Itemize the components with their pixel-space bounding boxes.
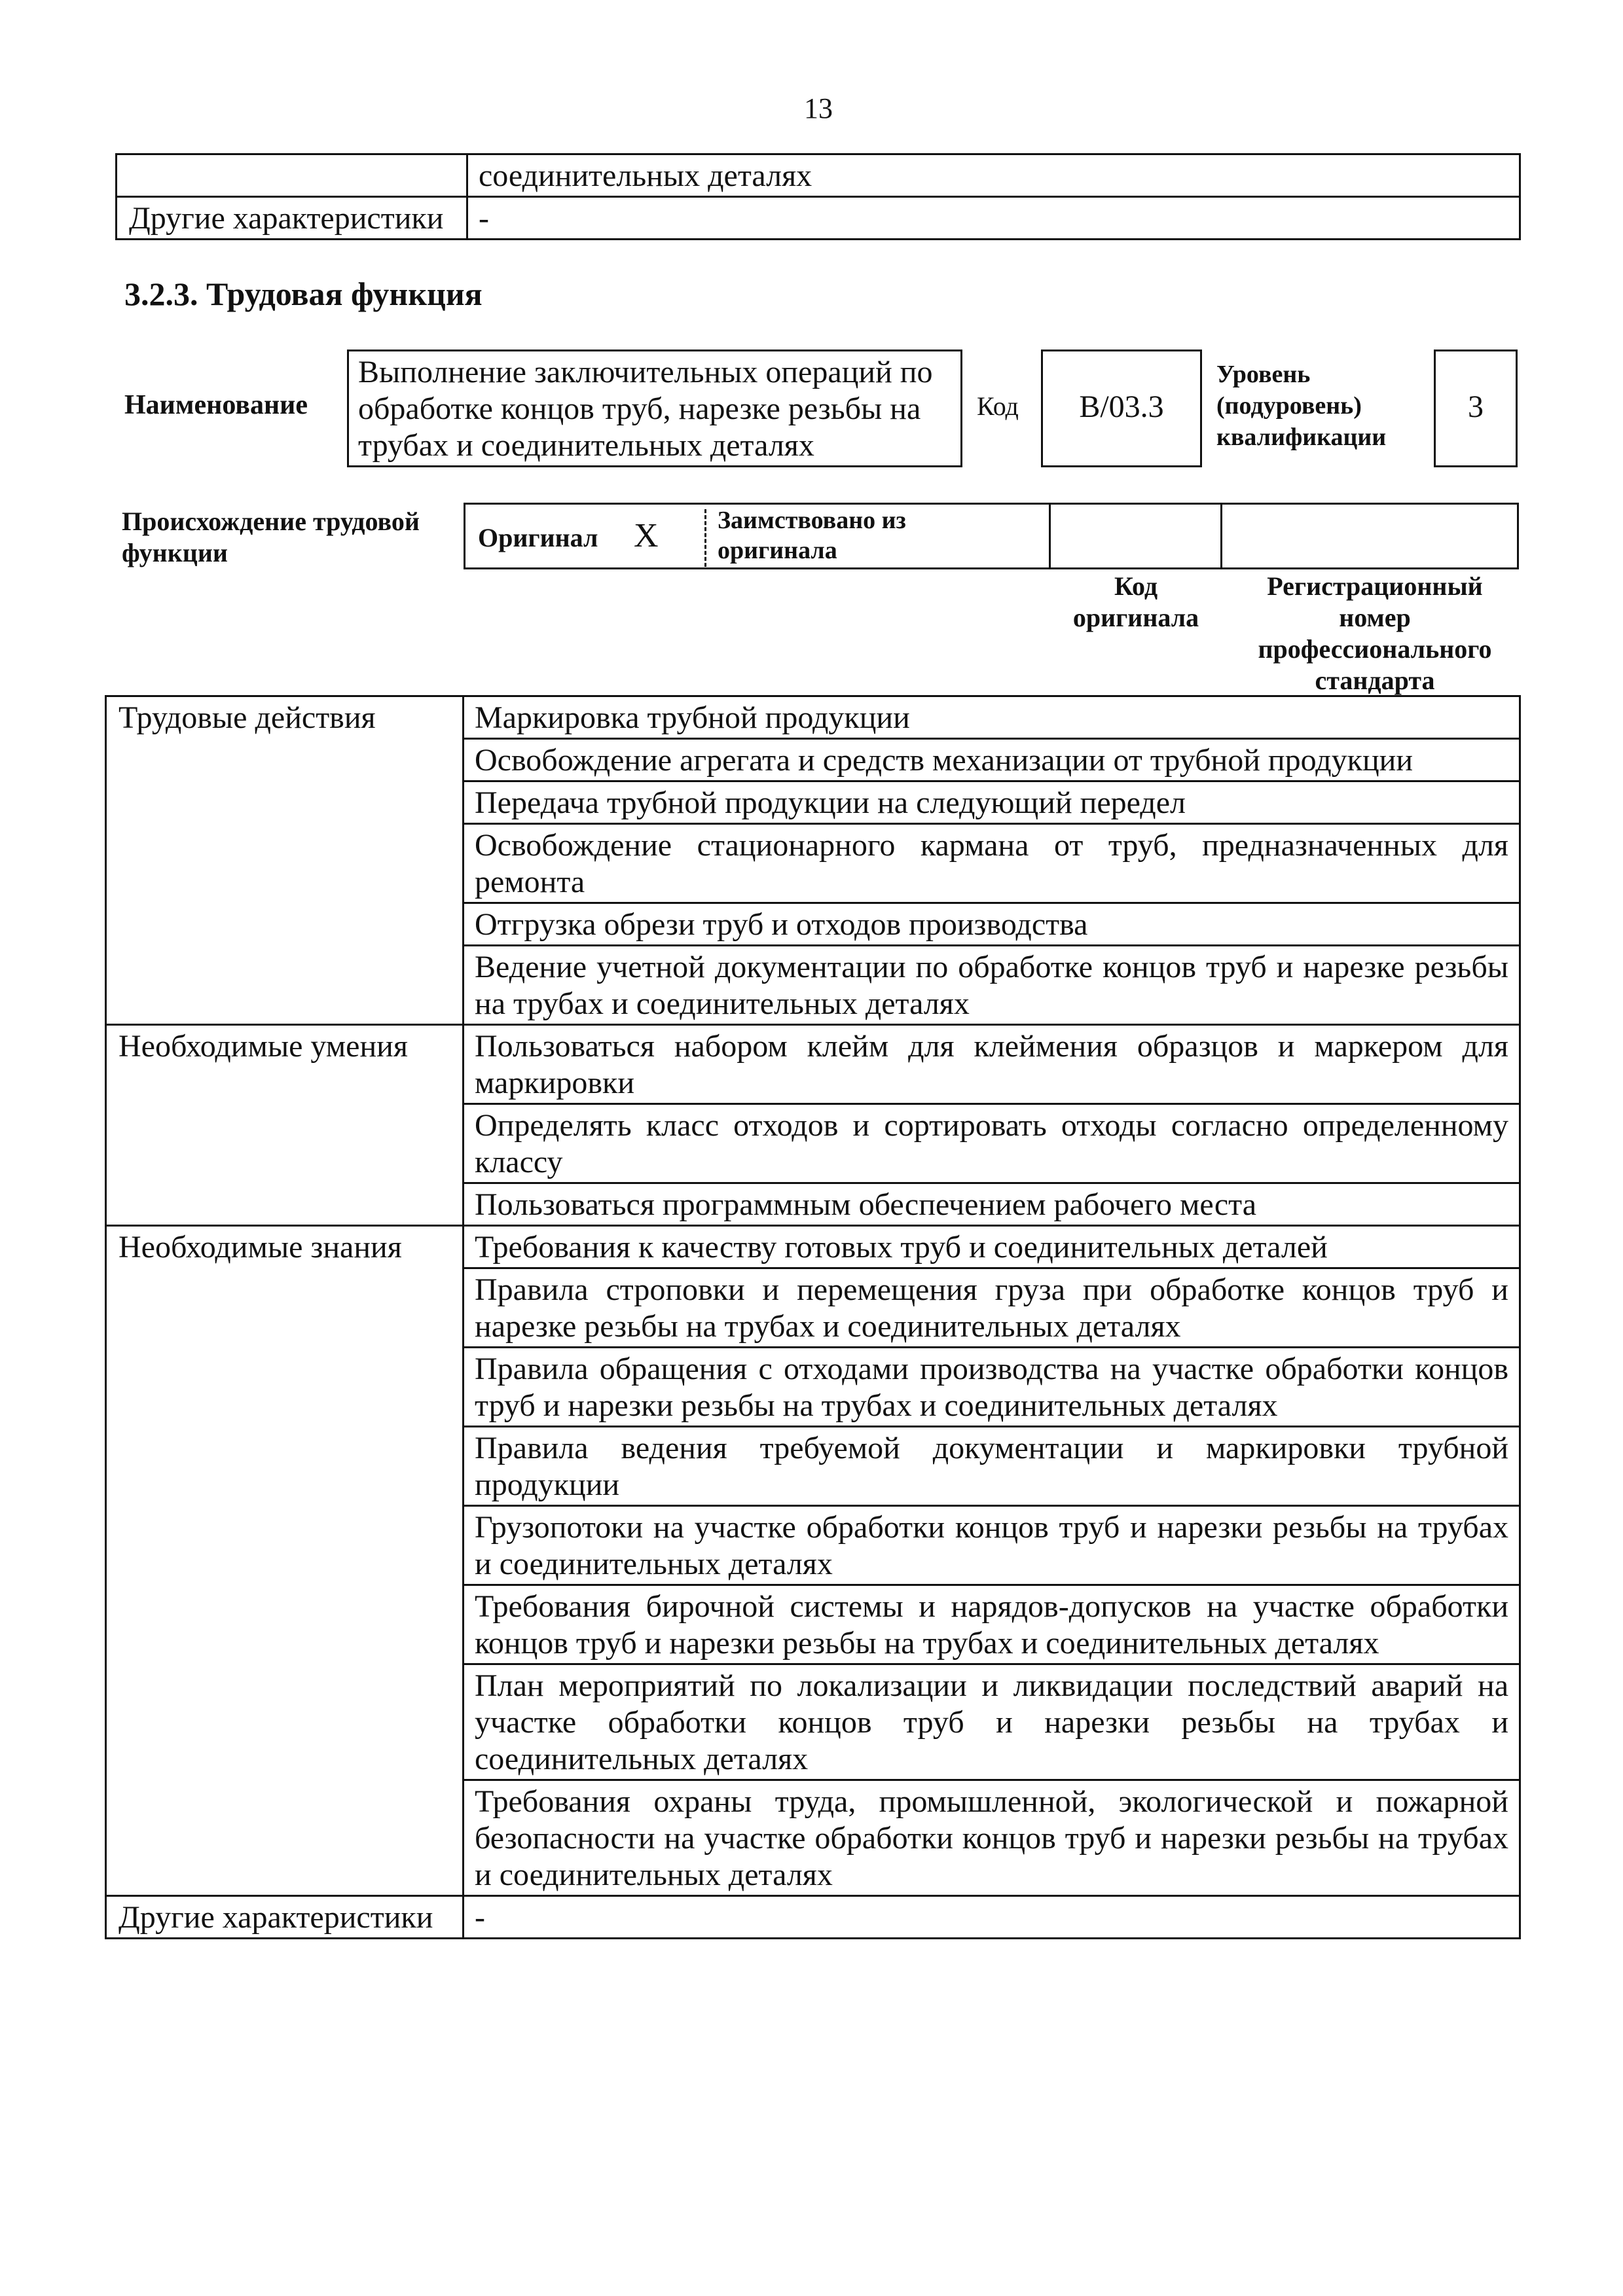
top-row2-value: - — [467, 197, 1520, 240]
regnum-caption: Регистрационный номер профессионального стандарта — [1258, 571, 1492, 695]
table-row — [106, 1226, 1520, 1268]
table-row — [106, 1025, 1520, 1104]
code-original-caption: Код оригинала — [1072, 571, 1199, 632]
function-name-box: Выполнение заключительных операций по обработке концов труб, нарезке резьбы на трубах и соединительных деталях — [347, 350, 962, 467]
skill: Пользоваться программным обеспечением рабочего места — [464, 1183, 1520, 1226]
origin-divider-1 — [1049, 503, 1051, 569]
skill: Пользоваться набором клейм для клеймения образцов и маркером для маркировки — [464, 1025, 1520, 1104]
labor-action: Маркировка трубной продукции — [464, 696, 1520, 739]
original-mark: X — [634, 517, 659, 554]
knowledge-item: Правила ведения требуемой документации и маркировки трубной продукции — [464, 1427, 1520, 1506]
section-title: 3.2.3. Трудовая функция — [124, 276, 483, 312]
labor-action: Ведение учетной документации по обработке концов труб и нарезке резьбы на трубах и соединительных деталях — [464, 946, 1520, 1025]
borrowed-label: Заимствовано из оригинала — [718, 507, 906, 564]
dashed-separator — [704, 509, 706, 567]
skills-label: Необходимые умения — [106, 1025, 464, 1226]
knowledge-item: Требования бирочной системы и нарядов-допусков на участке обработки концов труб и нарезки резьбы на трубах и соединительных деталях — [464, 1585, 1520, 1664]
top-row1-value: соединительных деталях — [467, 154, 1520, 197]
top-table — [115, 153, 1521, 240]
table-row — [117, 154, 1520, 197]
knowledge-item: Правила обращения с отходами производства на участке обработки концов труб и нарезки резьбы на трубах и соединительных деталях — [464, 1348, 1520, 1427]
table-row — [117, 197, 1520, 240]
origin-label: Происхождение трудовой функции — [122, 507, 420, 567]
top-row1-label — [117, 154, 467, 197]
knowledge-item: План мероприятий по локализации и ликвидации последствий аварий на участке обработки концов труб и нарезки резьбы на трубах и соединительных деталях — [464, 1664, 1520, 1780]
labor-action: Освобождение стационарного кармана от труб, предназначенных для ремонта — [464, 824, 1520, 903]
table-row — [106, 1896, 1520, 1939]
original-label: Оригинал — [478, 523, 598, 552]
labor-action: Освобождение агрегата и средств механизации от трубной продукции — [464, 739, 1520, 781]
labor-action: Отгрузка обрези труб и отходов производства — [464, 903, 1520, 946]
knowledge-item: Грузопотоки на участке обработки концов труб и нарезки резьбы на трубах и соединительных деталях — [464, 1506, 1520, 1585]
level-value-box: 3 — [1434, 350, 1518, 467]
name-label: Наименование — [124, 390, 308, 420]
knowledge-label: Необходимые знания — [106, 1226, 464, 1896]
origin-divider-2 — [1220, 503, 1222, 569]
top-row2-label: Другие характеристики — [117, 197, 467, 240]
skill: Определять класс отходов и сортировать отходы согласно определенному классу — [464, 1104, 1520, 1183]
level-label: Уровень (подуровень) квалификации — [1216, 361, 1387, 451]
knowledge-item: Требования охраны труда, промышленной, экологической и пожарной безопасности на участке обработки концов труб и нарезки резьбы на трубах и соединительных деталях — [464, 1780, 1520, 1896]
page-number: 13 — [804, 92, 833, 124]
code-label: Код — [977, 391, 1019, 421]
labor-actions-label: Трудовые действия — [106, 696, 464, 1025]
other-value: - — [464, 1896, 1520, 1939]
labor-action: Передача трубной продукции на следующий передел — [464, 781, 1520, 824]
knowledge-item: Требования к качеству готовых труб и соединительных деталей — [464, 1226, 1520, 1268]
knowledge-item: Правила строповки и перемещения груза при обработке концов труб и нарезке резьбы на трубах и соединительных деталях — [464, 1268, 1520, 1348]
table-row — [106, 696, 1520, 739]
origin-box — [464, 503, 1519, 569]
other-label: Другие характеристики — [106, 1896, 464, 1939]
code-value-box: B/03.3 — [1041, 350, 1202, 467]
main-table — [105, 695, 1521, 1939]
